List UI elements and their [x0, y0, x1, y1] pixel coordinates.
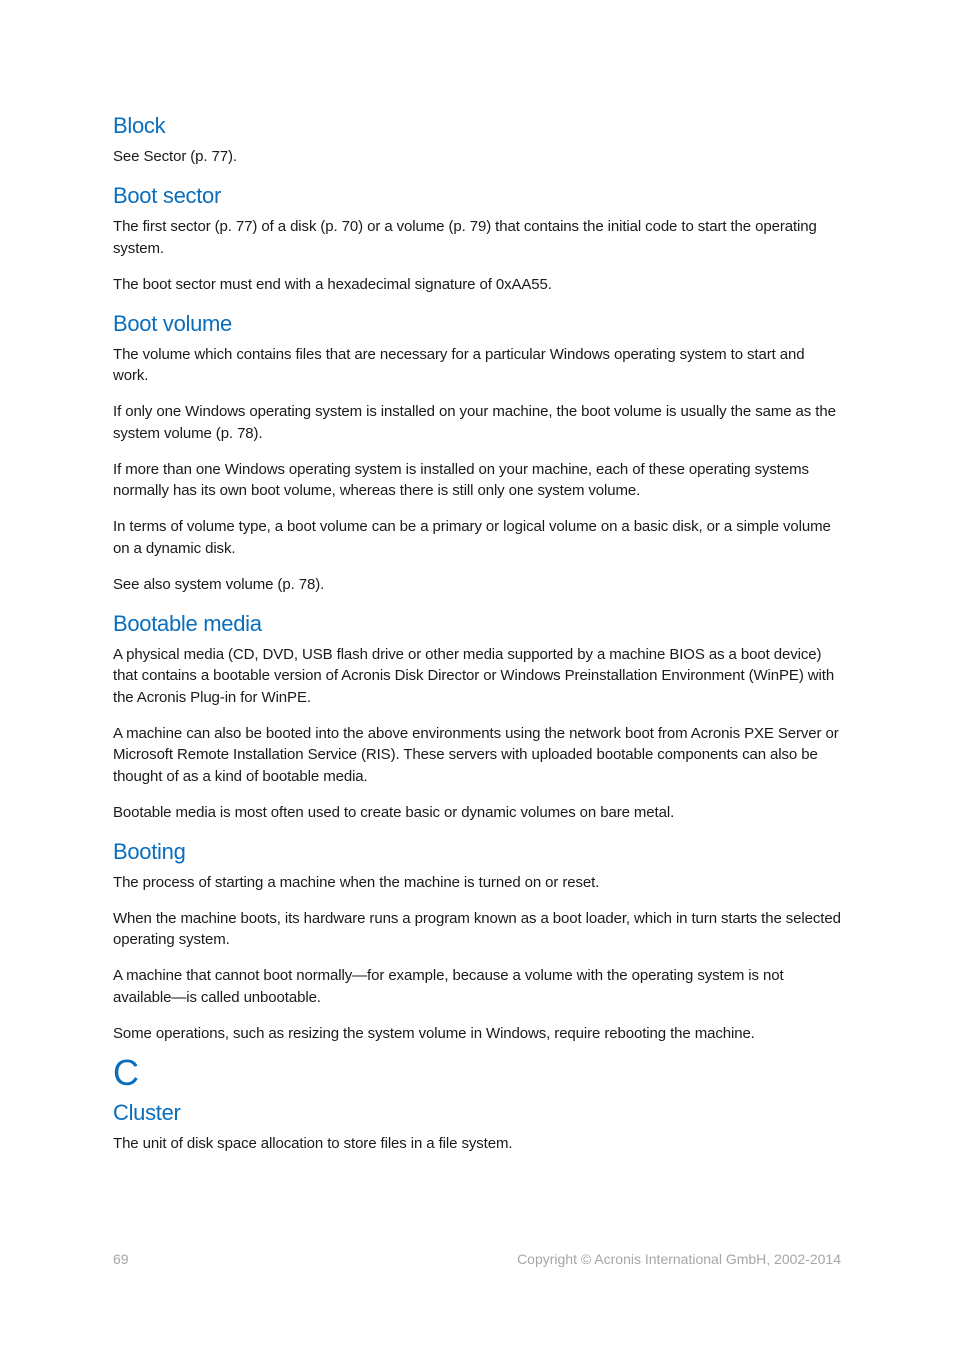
- entry-title: Cluster: [113, 1099, 181, 1125]
- entry-paragraph: If more than one Windows operating system is installed on your machine, each of these operating systems normally has its own boot volume, whereas there is still only one system volume.: [113, 460, 809, 499]
- entry-title: Block: [113, 113, 166, 138]
- entry-paragraph: The boot sector must end with a hexadecimal signature of 0xAA55.: [113, 275, 552, 293]
- letter-heading: C: [113, 1051, 139, 1093]
- entry-paragraph: A machine that cannot boot normally—for example, because a volume with the operating system is not available—is called unbootable.: [113, 967, 784, 1006]
- entry-title: Boot sector: [113, 183, 221, 208]
- page-number: 69: [113, 1251, 129, 1267]
- entry-paragraph: The volume which contains files that are necessary for a particular Windows operating system to start and work.: [113, 345, 805, 384]
- entry-paragraph: Bootable media is most often used to create basic or dynamic volumes on bare metal.: [113, 803, 675, 821]
- glossary-entry-boot-volume: [113, 310, 841, 596]
- entry-paragraph: See also system volume (p. 78).: [113, 575, 325, 593]
- glossary-entry-boot-sector: [113, 182, 841, 295]
- copyright-notice: Copyright © Acronis International GmbH, 2002-2014: [517, 1251, 841, 1267]
- entry-paragraph: A machine can also be booted into the above environments using the network boot from Acronis PXE Server or Microsoft Remote Installation Service (RIS). These servers with uploaded bootable components can also be thought of as a kind of bootable media.: [113, 724, 839, 785]
- entry-title: Booting: [113, 838, 186, 864]
- page-footer: [113, 1251, 841, 1267]
- entry-paragraph: A physical media (CD, DVD, USB flash drive or other media supported by a machine BIOS as a boot device) that contains a bootable version of Acronis Disk Director or Windows Preinstallation Environment (WinPE) with the Acronis Plug-in for WinPE.: [113, 645, 835, 706]
- entry-paragraph: If only one Windows operating system is installed on your machine, the boot volume is usually the same as the system volume (p. 78).: [113, 403, 836, 442]
- glossary-entry-block: [113, 112, 841, 168]
- entry-paragraph: In terms of volume type, a boot volume can be a primary or logical volume on a basic disk, or a simple volume on a dynamic disk.: [113, 518, 831, 557]
- entry-paragraph: The process of starting a machine when the machine is turned on or reset.: [113, 873, 600, 891]
- entry-title: Bootable media: [113, 610, 262, 636]
- entry-paragraph: Some operations, such as resizing the system volume in Windows, require rebooting the machine.: [113, 1024, 755, 1042]
- entry-paragraph: When the machine boots, its hardware runs a program known as a boot loader, which in turn starts the selected operating system.: [113, 909, 841, 948]
- glossary-page: [113, 112, 841, 1169]
- entry-paragraph: The first sector (p. 77) of a disk (p. 70) or a volume (p. 79) that contains the initial code to start the operating system.: [113, 218, 817, 257]
- entry-paragraph: The unit of disk space allocation to store files in a file system.: [113, 1134, 513, 1152]
- glossary-entry-bootable-media: [113, 610, 841, 824]
- entry-title: Boot volume: [113, 310, 232, 336]
- glossary-entry-booting: [113, 838, 841, 1045]
- glossary-entry-cluster: [113, 1099, 841, 1155]
- entry-paragraph: See Sector (p. 77).: [113, 148, 237, 165]
